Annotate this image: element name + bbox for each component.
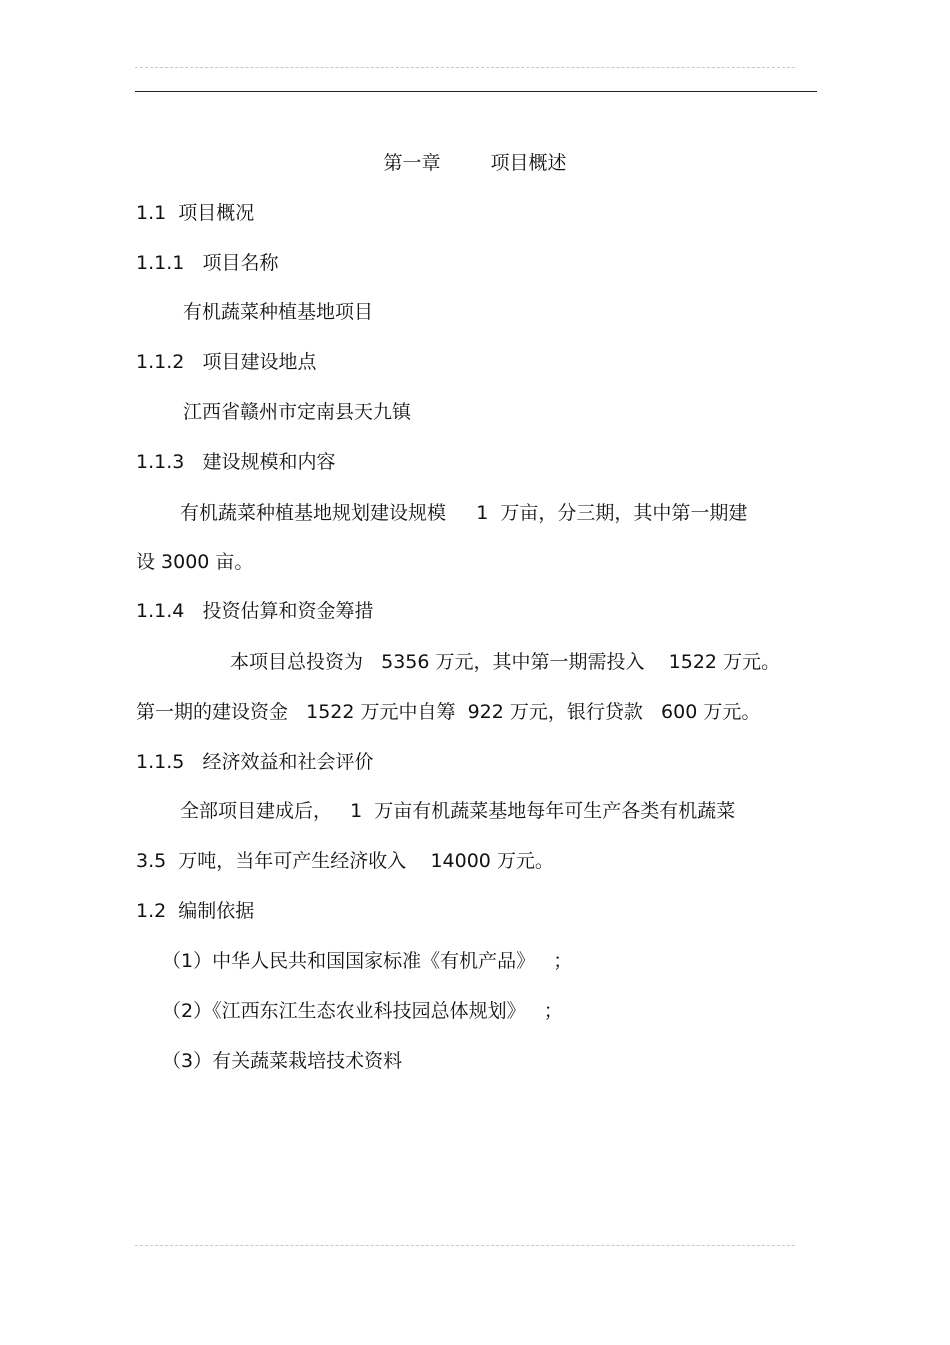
paragraph-investment-line-1: 本项目总投资为 5356 万元，其中第一期需投入 1522 万元。 [230,651,781,673]
subsection-heading-1-1-2: 1.1.2 项目建设地点 [136,351,317,373]
basis-item-3: （3）有关蔬菜栽培技术资料 [162,1050,403,1072]
chapter-title: 项目概述 [490,152,567,174]
paragraph-scale-line-2: 设 3000 亩。 [136,551,254,573]
subsection-heading-1-1-3: 1.1.3 建设规模和内容 [136,451,336,473]
paragraph-benefit-line-1: 全部项目建成后， 1 万亩有机蔬菜基地每年可生产各类有机蔬菜 [180,800,736,822]
header-dashed-line [135,67,795,68]
header-rule [135,91,817,92]
basis-item-2: （2）《江西东江生态农业科技园总体规划》 ； [162,1000,563,1022]
basis-item-1: （1）中华人民共和国国家标准《有机产品》 ； [162,950,573,972]
paragraph-benefit-line-2: 3.5 万吨，当年可产生经济收入 14000 万元。 [136,850,554,872]
section-heading-1-2: 1.2 编制依据 [136,900,255,922]
subsection-heading-1-1-4: 1.1.4 投资估算和资金筹措 [136,600,374,622]
paragraph-scale-line-1: 有机蔬菜种植基地规划建设规模 1 万亩，分三期，其中第一期建 [180,502,748,524]
subsection-heading-1-1-1: 1.1.1 项目名称 [136,252,279,274]
section-heading-1-1: 1.1 项目概况 [136,202,255,224]
paragraph-location: 江西省赣州市定南县天九镇 [183,401,412,423]
chapter-heading [0,151,950,175]
subsection-heading-1-1-5: 1.1.5 经济效益和社会评价 [136,751,374,773]
paragraph-project-name: 有机蔬菜种植基地项目 [183,301,374,323]
chapter-label: 第一章 [383,152,441,174]
footer-dashed-line [135,1245,795,1246]
paragraph-investment-line-2: 第一期的建设资金 1522 万元中自筹 922 万元，银行贷款 600 万元。 [136,701,761,723]
